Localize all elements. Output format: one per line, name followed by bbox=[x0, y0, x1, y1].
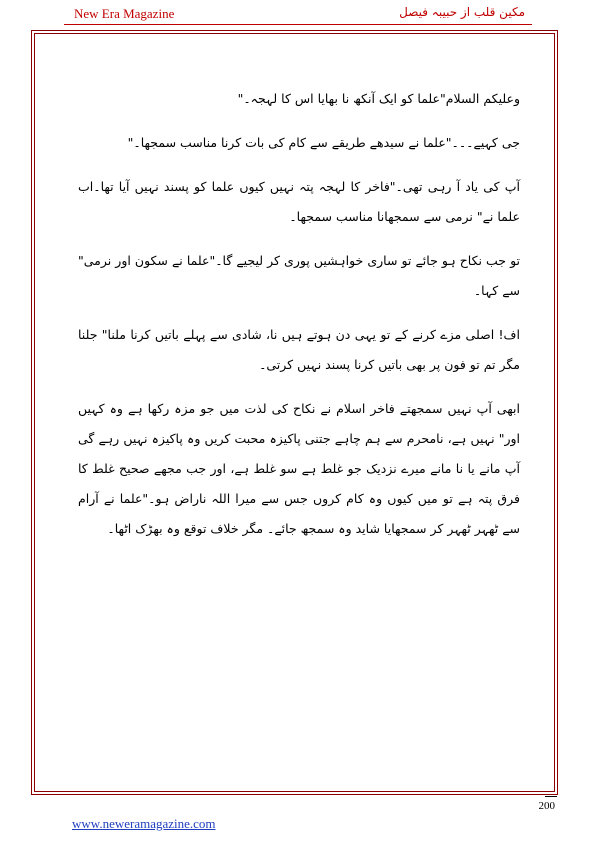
story-text bbox=[78, 84, 520, 558]
paragraph-1: وعلیکم السلام"علما کو ایک آنکھ نا بھایا اس کا لہجہ۔" bbox=[237, 91, 520, 106]
page-header bbox=[0, 0, 595, 26]
novel-title: مکین قلب از حبیبہ فیصل bbox=[399, 5, 525, 19]
paragraph-5: اف! اصلی مزے کرنے کے تو یہی دن ہوتے ہیں نا، شادی سے پہلے باتیں کرنا ملنا" جلنا مگر تم تو فون پر بھی باتیں کرنا پسند نہیں کرتی۔ bbox=[78, 327, 520, 372]
paragraph-4: تو جب نکاح ہو جائے تو ساری خواہشیں پوری کر لیجیے گا۔"علما نے سکون اور نرمی" سے کہا۔ bbox=[78, 253, 520, 298]
paragraph-3: آپ کی یاد آ رہی تھی۔"فاخر کا لہجہ پتہ نہیں کیوں علما کو پسند نہیں آیا تھا۔اب علما نے" نرمی سے سمجھانا مناسب سمجھا۔ bbox=[78, 179, 520, 224]
paragraph-2: جی کہیے۔۔۔"علما نے سیدھے طریقے سے کام کی بات کرنا مناسب سمجھا۔" bbox=[127, 135, 520, 150]
page-number: 200 bbox=[538, 800, 555, 812]
header-divider bbox=[64, 24, 532, 25]
magazine-title: New Era Magazine bbox=[74, 6, 175, 21]
paragraph-6: ابھی آپ نہیں سمجھتے فاخر اسلام نے نکاح کی لذت میں جو مزہ رکھا ہے وہ کہیں اور" نہیں ہے، نامحرم سے ہم چاہے جتنی پاکیزہ محبت کریں وہ پاکیزہ نہیں رہے گی آپ مانے یا نا مانے میرے نزدیک جو غلط ہے سو غلط ہے، اور جب مجھے صحیح غلط کا فرق پتہ ہے تو میں کیوں وہ کام کروں جس سے میرا اللہ ناراض ہو۔"علما نے آرام سے ٹھہر ٹھہر کر سمجھایا شاید وہ سمجھ جائے۔ مگر خلاف توقع وہ بھڑک اٹھا۔ bbox=[78, 401, 520, 536]
page-number-rule bbox=[545, 796, 557, 797]
footer-website-link[interactable]: www.neweramagazine.com bbox=[72, 816, 216, 831]
